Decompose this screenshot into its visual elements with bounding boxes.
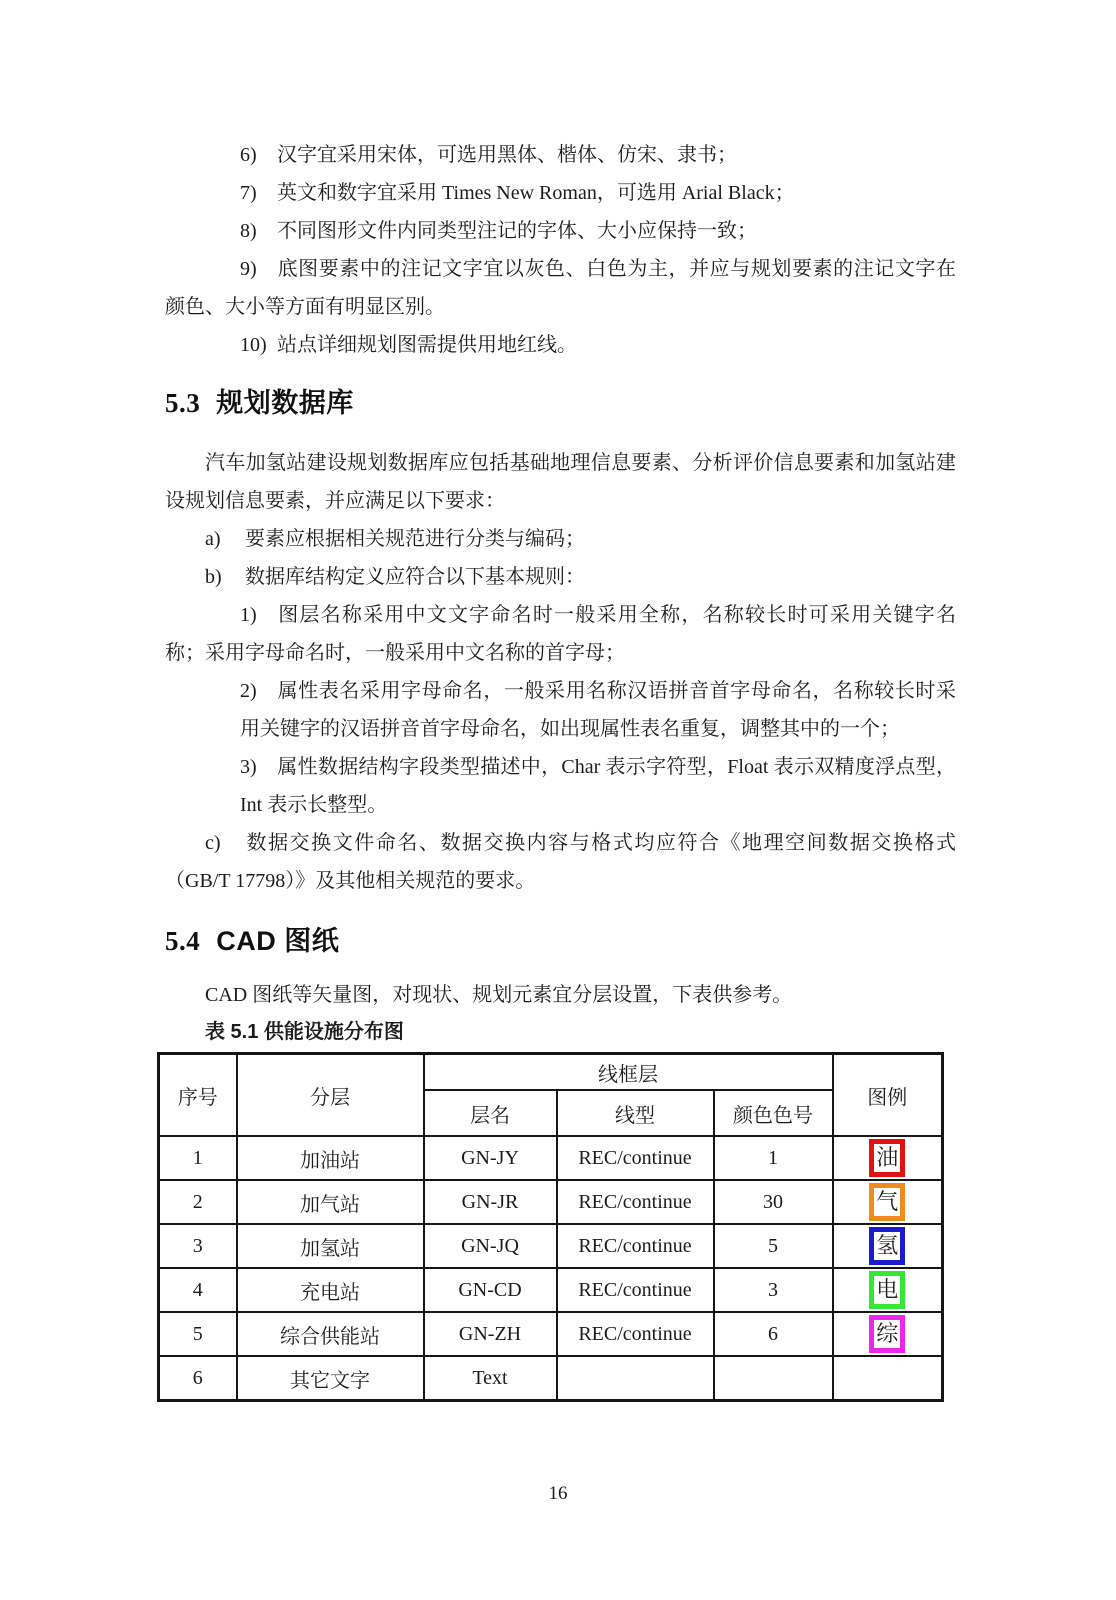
sub-item-3 xyxy=(165,748,956,824)
cell-layer: 其它文字 xyxy=(237,1356,424,1401)
cell-legend xyxy=(833,1224,943,1268)
legend-box-gas: 气 xyxy=(869,1183,905,1221)
sub-item-2 xyxy=(165,672,956,748)
cell-legend xyxy=(833,1180,943,1224)
table-caption: 表 5.1 供能设施分布图 xyxy=(205,1021,404,1043)
cell-no: 3 xyxy=(159,1224,237,1268)
header-layer-name: 层名 xyxy=(424,1090,557,1136)
cell-legend xyxy=(833,1356,943,1401)
cell-line-type: REC/continue xyxy=(557,1224,714,1268)
list-item-text: 站点详细规划图需提供用地红线。 xyxy=(277,334,577,356)
section-title: 规划数据库 xyxy=(216,388,354,418)
list-item-text: 不同图形文件内同类型注记的字体、大小应保持一致； xyxy=(277,220,757,242)
legend-box-oil: 油 xyxy=(869,1139,905,1177)
section-heading-5-4 xyxy=(165,924,956,958)
list-item-text: 数据交换文件命名、数据交换内容与格式均应符合《地理空间数据交换格式（GB/T 17798）》及其他相关规范的要求。 xyxy=(165,832,956,892)
paragraph-5-4-intro: CAD 图纸等矢量图，对现状、规划元素宜分层设置，下表供参考。 xyxy=(205,984,793,1006)
header-legend: 图例 xyxy=(833,1054,943,1137)
table-row xyxy=(159,1268,943,1312)
cell-layer: 综合供能站 xyxy=(237,1312,424,1356)
cell-layer-name: Text xyxy=(424,1356,557,1401)
list-item-b xyxy=(165,558,956,596)
list-item-text: 底图要素中的注记文字宜以灰色、白色为主，并应与规划要素的注记文字在颜色、大小等方面有明显区别。 xyxy=(165,258,956,318)
list-marker: 10) xyxy=(240,334,267,356)
list-marker: 3) xyxy=(240,756,257,778)
cell-no: 6 xyxy=(159,1356,237,1401)
section-title: CAD 图纸 xyxy=(216,926,340,956)
list-item-6 xyxy=(165,136,956,174)
sub-item-1 xyxy=(165,596,956,672)
section-number: 5.4 xyxy=(165,926,201,956)
table-row xyxy=(159,1224,943,1268)
list-item-text: 要素应根据相关规范进行分类与编码； xyxy=(245,528,585,550)
cell-color-no: 5 xyxy=(714,1224,833,1268)
cell-layer-name: GN-CD xyxy=(424,1268,557,1312)
cell-line-type: REC/continue xyxy=(557,1268,714,1312)
cell-color-no xyxy=(714,1356,833,1401)
list-marker: 7) xyxy=(240,182,257,204)
cell-legend xyxy=(833,1136,943,1180)
cell-no: 5 xyxy=(159,1312,237,1356)
legend-box-comprehensive: 综 xyxy=(869,1315,905,1353)
table-header-row-1 xyxy=(159,1054,943,1091)
cell-legend xyxy=(833,1312,943,1356)
cell-color-no: 30 xyxy=(714,1180,833,1224)
list-item-text: 数据库结构定义应符合以下基本规则： xyxy=(245,566,585,588)
cell-color-no: 3 xyxy=(714,1268,833,1312)
cell-layer: 加氢站 xyxy=(237,1224,424,1268)
list-item-text: 属性表名采用字母命名，一般采用名称汉语拼音首字母命名，名称较长时采用关键字的汉语拼音首字母命名，如出现属性表名重复，调整其中的一个； xyxy=(240,680,956,740)
list-marker: 6) xyxy=(240,144,257,166)
header-line-type: 线型 xyxy=(557,1090,714,1136)
cell-layer-name: GN-JQ xyxy=(424,1224,557,1268)
list-marker: c) xyxy=(205,832,221,854)
section-heading-5-3 xyxy=(165,386,956,420)
cell-line-type xyxy=(557,1356,714,1401)
list-marker: 2) xyxy=(240,680,257,702)
cell-no: 2 xyxy=(159,1180,237,1224)
list-item-text: 英文和数字宜采用 Times New Roman，可选用 Arial Black； xyxy=(277,182,795,204)
table-row xyxy=(159,1180,943,1224)
paragraph-5-3-intro: 汽车加氢站建设规划数据库应包括基础地理信息要素、分析评价信息要素和加氢站建设规划信息要素，并应满足以下要求： xyxy=(165,452,956,512)
list-item-text: 图层名称采用中文文字命名时一般采用全称，名称较长时可采用关键字名称；采用字母命名时，一般采用中文名称的首字母； xyxy=(165,604,956,664)
header-layer: 分层 xyxy=(237,1054,424,1137)
cell-line-type: REC/continue xyxy=(557,1312,714,1356)
cell-layer: 充电站 xyxy=(237,1268,424,1312)
list-item-text: 属性数据结构字段类型描述中，Char 表示字符型，Float 表示双精度浮点型，Int 表示长整型。 xyxy=(240,756,956,816)
cell-color-no: 1 xyxy=(714,1136,833,1180)
table-row xyxy=(159,1136,943,1180)
legend-box-electric: 电 xyxy=(869,1271,905,1309)
list-marker: 1) xyxy=(240,604,257,626)
list-marker: 9) xyxy=(240,258,257,280)
layer-table xyxy=(157,1052,944,1402)
list-item-text: 汉字宜采用宋体，可选用黑体、楷体、仿宋、隶书； xyxy=(277,144,737,166)
cell-layer: 加油站 xyxy=(237,1136,424,1180)
list-marker: a) xyxy=(205,528,221,550)
cell-layer-name: GN-JR xyxy=(424,1180,557,1224)
list-item-10 xyxy=(165,326,956,364)
table-row xyxy=(159,1312,943,1356)
list-item-8 xyxy=(165,212,956,250)
header-color-no: 颜色色号 xyxy=(714,1090,833,1136)
list-item-a xyxy=(165,520,956,558)
cell-color-no: 6 xyxy=(714,1312,833,1356)
cell-no: 1 xyxy=(159,1136,237,1180)
list-item-c xyxy=(165,824,956,900)
cell-layer-name: GN-JY xyxy=(424,1136,557,1180)
cell-line-type: REC/continue xyxy=(557,1136,714,1180)
table-row xyxy=(159,1356,943,1401)
cell-layer: 加气站 xyxy=(237,1180,424,1224)
page-number: 16 xyxy=(548,1483,568,1504)
cell-no: 4 xyxy=(159,1268,237,1312)
list-marker: 8) xyxy=(240,220,257,242)
list-item-7 xyxy=(165,174,956,212)
header-no: 序号 xyxy=(159,1054,237,1137)
cell-line-type: REC/continue xyxy=(557,1180,714,1224)
header-frame-group: 线框层 xyxy=(424,1054,833,1091)
legend-box-hydrogen: 氢 xyxy=(869,1227,905,1265)
list-item-9 xyxy=(165,250,956,326)
list-marker: b) xyxy=(205,566,222,588)
cell-legend xyxy=(833,1268,943,1312)
section-number: 5.3 xyxy=(165,388,201,418)
cell-layer-name: GN-ZH xyxy=(424,1312,557,1356)
